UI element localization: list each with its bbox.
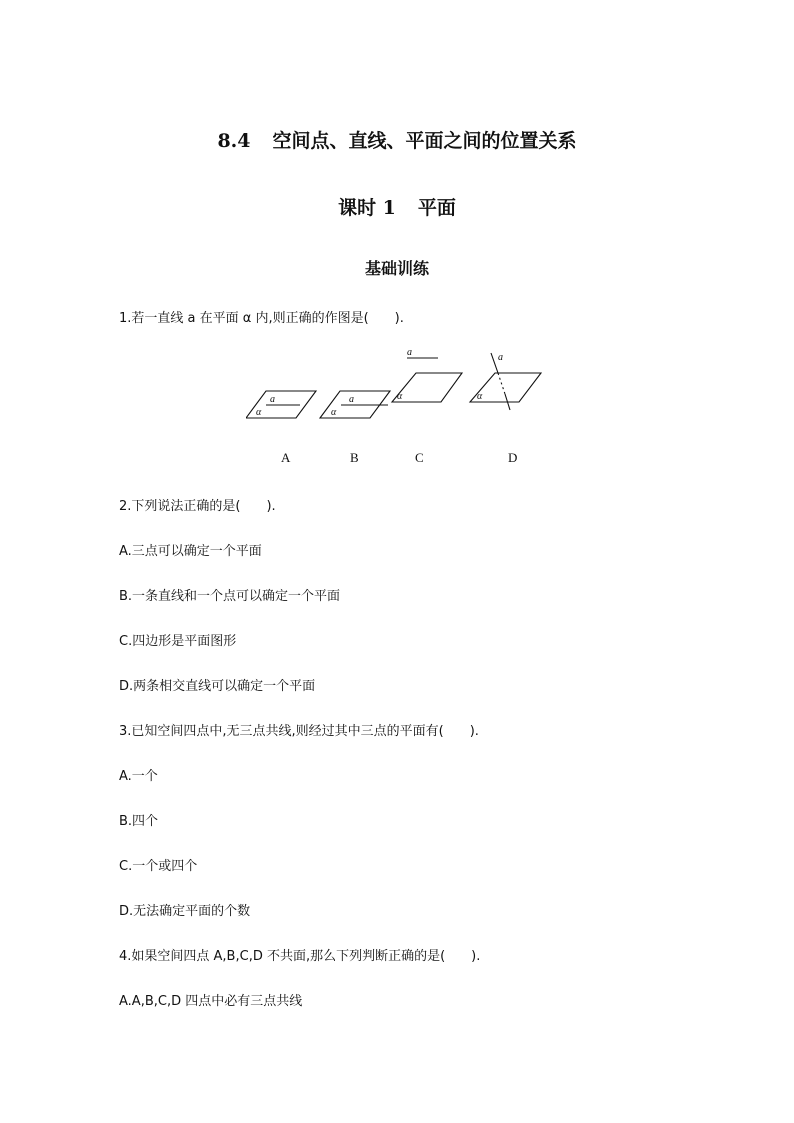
figure-b-line-label: a [349,394,354,405]
figure-a-line-label: a [270,394,275,405]
question-4-stem: 4.如果空间四点 A,B,C,D 不共面,那么下列判断正确的是( ). [119,949,481,964]
subheading: 基础训练 [364,259,429,278]
question-1-figure [246,344,546,424]
question-2-stem: 2.下列说法正确的是( ). [119,499,276,514]
question-3-option-b: B.四个 [119,814,159,829]
figure-d-line-upper [491,353,498,373]
section-title [0,126,794,153]
question-3-option-d: D.无法确定平面的个数 [119,904,251,919]
figure-c-plane [392,373,462,402]
question-1-stem: 1.若一直线 a 在平面 α 内,则正确的作图是( ). [119,311,404,326]
figure-option-a: A [281,450,291,465]
figure-option-b: B [350,450,359,465]
figure-d-line-hidden [498,373,505,394]
figure-c-plane-label: α [397,391,403,402]
question-3-option-c: C.一个或四个 [119,859,198,874]
lesson-title [0,193,794,220]
figure-d-plane-label: α [477,391,483,402]
figure-c-line-label: a [407,347,412,358]
question-3-stem: 3.已知空间四点中,无三点共线,则经过其中三点的平面有( ). [119,724,479,739]
question-3-option-a: A.一个 [119,769,158,784]
question-4-option-a: A.A,B,C,D 四点中必有三点共线 [119,994,303,1009]
section-title-text: 空间点、直线、平面之间的位置关系 [272,130,577,152]
question-2-option-a: A.三点可以确定一个平面 [119,544,262,559]
lesson-number: 课时 1 [338,197,396,219]
question-2-option-d: D.两条相交直线可以确定一个平面 [119,679,316,694]
figure-d-line-label: a [498,352,503,363]
lesson-title-text: 平面 [417,197,456,219]
figure-option-c: C [415,450,424,465]
section-number: 8.4 [217,130,251,152]
figure-a-plane-label: α [256,407,262,418]
question-2-option-b: B.一条直线和一个点可以确定一个平面 [119,589,341,604]
figure-b-plane-label: α [331,407,337,418]
question-2-option-c: C.四边形是平面图形 [119,634,237,649]
figure-option-d: D [508,450,518,465]
